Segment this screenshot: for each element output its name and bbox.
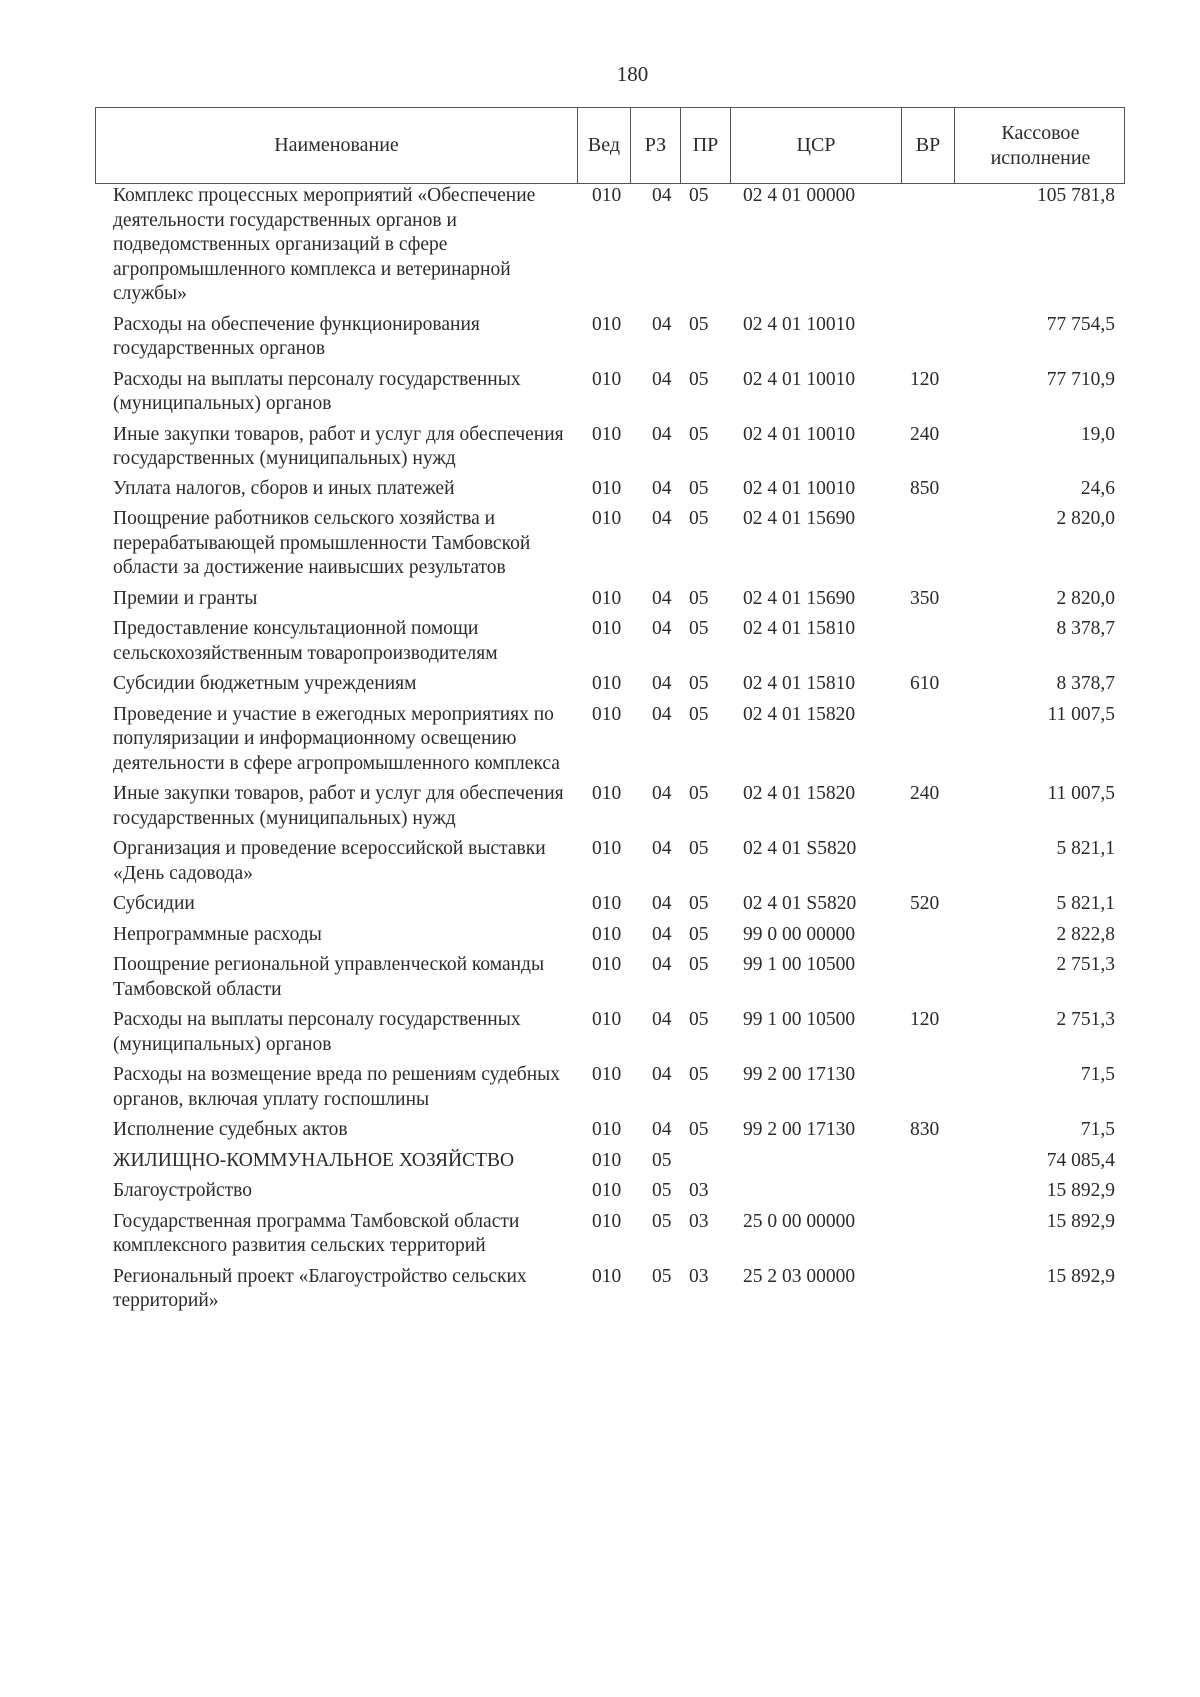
table-row — [95, 892, 1125, 917]
cell-ved: 010 — [592, 838, 622, 859]
header-vr: ВР — [902, 108, 955, 183]
cell-name: Иные закупки товаров, работ и услуг для обеспечения государственных (муниципальных) нужд — [113, 783, 564, 829]
cell-name: Расходы на выплаты персоналу государственных (муниципальных) органов — [113, 368, 521, 414]
cell-rz: 04 — [652, 368, 672, 390]
cell-rz: 04 — [652, 618, 672, 639]
table-row — [95, 1149, 1125, 1174]
cell-sum: 5 821,1 — [1056, 893, 1115, 914]
cell-pr: 03 — [689, 1265, 709, 1287]
cell-pr: 05 — [689, 1119, 709, 1140]
cell-sum: 11 007,5 — [1047, 703, 1115, 725]
table-row — [95, 1179, 1125, 1204]
cell-csr: 02 4 01 15690 — [743, 508, 856, 529]
cell-rz: 04 — [652, 313, 672, 335]
cell-csr: 99 0 00 00000 — [743, 923, 856, 945]
cell-sum: 74 085,4 — [1046, 1149, 1115, 1171]
cell-name: ЖИЛИЩНО-КОММУНАЛЬНОЕ ХОЗЯЙСТВО — [113, 1149, 515, 1171]
cell-csr: 02 4 01 10010 — [743, 313, 856, 335]
cell-rz: 05 — [652, 1180, 672, 1201]
cell-rz: 04 — [652, 477, 672, 499]
header-ved: Вед — [578, 108, 631, 183]
cell-ved: 010 — [592, 618, 622, 639]
cell-sum: 2 820,0 — [1056, 587, 1115, 609]
cell-sum: 19,0 — [1080, 423, 1115, 445]
cell-name: Исполнение судебных актов — [113, 1119, 348, 1140]
header-sum: Кассовое исполнение — [990, 121, 1091, 169]
cell-sum: 15 892,9 — [1046, 1210, 1115, 1232]
cell-sum: 71,5 — [1080, 1119, 1115, 1140]
cell-name: Поощрение региональной управленческой команды Тамбовской области — [113, 954, 545, 1000]
table-row — [95, 507, 1125, 581]
cell-ved: 010 — [592, 185, 622, 206]
cell-name: Благоустройство — [113, 1180, 252, 1201]
cell-rz: 04 — [652, 587, 672, 609]
cell-pr: 05 — [689, 313, 709, 335]
cell-vr: 120 — [910, 368, 940, 390]
header-csr: ЦСР — [731, 108, 902, 183]
cell-ved: 010 — [592, 923, 622, 945]
cell-csr: 02 4 01 15690 — [743, 587, 856, 609]
cell-rz: 04 — [652, 893, 672, 914]
cell-name: Поощрение работников сельского хозяйства и перерабатывающей промышленности Тамбовской области за достижение наивысших результатов — [113, 508, 531, 578]
cell-sum: 8 378,7 — [1056, 618, 1115, 639]
cell-rz: 05 — [652, 1265, 672, 1287]
cell-rz: 04 — [652, 185, 672, 206]
header-name: Наименование — [96, 108, 578, 183]
table-row — [95, 782, 1125, 831]
cell-sum: 8 378,7 — [1056, 673, 1115, 694]
cell-csr: 02 4 01 10010 — [743, 368, 856, 390]
cell-ved: 010 — [592, 893, 622, 914]
table-row — [95, 368, 1125, 417]
cell-ved: 010 — [592, 1009, 622, 1030]
cell-vr: 120 — [910, 1009, 940, 1030]
cell-rz: 04 — [652, 703, 672, 725]
table-row — [95, 672, 1125, 697]
table-row — [95, 1063, 1125, 1112]
cell-ved: 010 — [592, 954, 622, 975]
cell-name: Проведение и участие в ежегодных мероприятиях по популяризации и информационному освещению деятельности в сфере агропромышленного комплекса — [113, 703, 560, 774]
cell-pr: 05 — [689, 185, 709, 206]
cell-sum: 5 821,1 — [1056, 838, 1115, 859]
cell-rz: 04 — [652, 1119, 672, 1140]
cell-pr: 05 — [689, 954, 709, 975]
cell-name: Предоставление консультационной помощи сельскохозяйственным товаропроизводителям — [113, 618, 498, 664]
cell-ved: 010 — [592, 1180, 622, 1201]
cell-pr: 05 — [689, 1009, 709, 1030]
cell-name: Расходы на возмещение вреда по решениям судебных органов, включая уплату госпошлины — [113, 1064, 560, 1110]
cell-name: Расходы на обеспечение функционирования государственных органов — [113, 313, 480, 359]
cell-csr: 25 2 03 00000 — [743, 1265, 856, 1287]
cell-csr: 99 1 00 10500 — [743, 1009, 856, 1030]
cell-ved: 010 — [592, 1210, 622, 1232]
cell-sum: 105 781,8 — [1037, 185, 1115, 206]
cell-name: Государственная программа Тамбовской области комплексного развития сельских территорий — [113, 1210, 520, 1256]
cell-csr: 99 2 00 17130 — [743, 1119, 856, 1140]
cell-sum: 77 754,5 — [1046, 313, 1115, 335]
cell-pr: 05 — [689, 838, 709, 859]
header-rz: РЗ — [631, 108, 681, 183]
table-row — [95, 1210, 1125, 1259]
cell-rz: 04 — [652, 423, 672, 445]
cell-rz: 04 — [652, 1064, 672, 1085]
cell-vr: 850 — [910, 477, 940, 499]
cell-csr: 02 4 01 10010 — [743, 477, 856, 499]
cell-ved: 010 — [592, 1064, 622, 1085]
cell-csr: 02 4 01 15820 — [743, 783, 856, 804]
cell-sum: 2 751,3 — [1056, 954, 1115, 975]
cell-csr: 02 4 01 15810 — [743, 618, 856, 639]
cell-rz: 05 — [652, 1210, 672, 1232]
cell-ved: 010 — [592, 783, 622, 804]
cell-vr: 350 — [910, 587, 940, 609]
cell-name: Расходы на выплаты персоналу государственных (муниципальных) органов — [113, 1009, 521, 1055]
cell-sum: 2 822,8 — [1056, 923, 1115, 945]
cell-name: Субсидии — [113, 893, 195, 914]
table-row — [95, 477, 1125, 502]
cell-pr: 05 — [689, 703, 709, 725]
cell-pr: 05 — [689, 893, 709, 914]
table-row — [95, 953, 1125, 1002]
cell-csr: 99 1 00 10500 — [743, 954, 856, 975]
cell-sum: 77 710,9 — [1046, 368, 1115, 390]
cell-sum: 2 820,0 — [1056, 508, 1115, 529]
cell-pr: 03 — [689, 1180, 709, 1201]
cell-sum: 11 007,5 — [1047, 783, 1115, 804]
table-body — [95, 184, 1125, 1314]
table-header — [95, 107, 1125, 184]
cell-pr: 05 — [689, 587, 709, 609]
cell-pr: 05 — [689, 368, 709, 390]
cell-name: Непрограммные расходы — [113, 923, 322, 945]
cell-ved: 010 — [592, 1119, 622, 1140]
table-row — [95, 587, 1125, 612]
table-row — [95, 1008, 1125, 1057]
cell-name: Уплата налогов, сборов и иных платежей — [113, 477, 455, 499]
cell-csr: 02 4 01 S5820 — [743, 893, 857, 914]
cell-rz: 04 — [652, 783, 672, 804]
budget-table — [95, 107, 1125, 1311]
table-row — [95, 313, 1125, 362]
cell-pr: 05 — [689, 477, 709, 499]
cell-pr: 05 — [689, 1064, 709, 1085]
cell-name: Субсидии бюджетным учреждениям — [113, 673, 417, 694]
cell-ved: 010 — [592, 673, 622, 694]
table-row — [95, 837, 1125, 886]
cell-csr: 02 4 01 10010 — [743, 423, 856, 445]
cell-vr: 240 — [910, 423, 940, 445]
cell-csr: 02 4 01 00000 — [743, 185, 856, 206]
table-row — [95, 423, 1125, 472]
cell-csr: 99 2 00 17130 — [743, 1064, 856, 1085]
table-row — [95, 703, 1125, 777]
cell-csr: 02 4 01 15820 — [743, 703, 856, 725]
table-row — [95, 184, 1125, 307]
table-row — [95, 617, 1125, 666]
cell-name: Организация и проведение всероссийской выставки «День садовода» — [113, 838, 546, 884]
cell-pr: 05 — [689, 673, 709, 694]
cell-rz: 04 — [652, 1009, 672, 1030]
cell-ved: 010 — [592, 477, 622, 499]
cell-name: Премии и гранты — [113, 587, 258, 609]
cell-csr: 02 4 01 15810 — [743, 673, 856, 694]
cell-rz: 04 — [652, 954, 672, 975]
cell-sum: 71,5 — [1080, 1064, 1115, 1085]
cell-rz: 04 — [652, 838, 672, 859]
cell-ved: 010 — [592, 508, 622, 529]
cell-rz: 04 — [652, 508, 672, 529]
cell-csr: 02 4 01 S5820 — [743, 838, 857, 859]
cell-ved: 010 — [592, 313, 622, 335]
cell-name: Региональный проект «Благоустройство сельских территорий» — [113, 1265, 527, 1311]
cell-sum: 15 892,9 — [1046, 1180, 1115, 1201]
cell-rz: 04 — [652, 673, 672, 694]
page-number: 180 — [616, 62, 649, 86]
cell-rz: 05 — [652, 1149, 672, 1171]
cell-pr: 05 — [689, 618, 709, 639]
cell-sum: 15 892,9 — [1046, 1265, 1115, 1287]
cell-name: Иные закупки товаров, работ и услуг для обеспечения государственных (муниципальных) нужд — [113, 423, 564, 469]
cell-pr: 05 — [689, 423, 709, 445]
cell-vr: 520 — [910, 893, 940, 914]
cell-vr: 830 — [910, 1119, 940, 1140]
cell-pr: 03 — [689, 1210, 709, 1232]
cell-pr: 05 — [689, 508, 709, 529]
table-row — [95, 923, 1125, 948]
cell-vr: 240 — [910, 783, 940, 804]
cell-pr: 05 — [689, 923, 709, 945]
header-pr: ПР — [681, 108, 731, 183]
cell-ved: 010 — [592, 587, 622, 609]
cell-ved: 010 — [592, 703, 622, 725]
table-row — [95, 1118, 1125, 1143]
cell-rz: 04 — [652, 923, 672, 945]
cell-ved: 010 — [592, 1265, 622, 1287]
cell-sum: 2 751,3 — [1056, 1009, 1115, 1030]
cell-vr: 610 — [910, 673, 940, 694]
cell-name: Комплекс процессных мероприятий «Обеспечение деятельности государственных органов и подведомственных организаций в сфере агропромышленного комплекса и ветеринарной службы» — [113, 185, 536, 304]
cell-ved: 010 — [592, 368, 622, 390]
cell-pr: 05 — [689, 783, 709, 804]
table-row — [95, 1265, 1125, 1314]
cell-sum: 24,6 — [1080, 477, 1115, 499]
cell-csr: 25 0 00 00000 — [743, 1210, 856, 1232]
cell-ved: 010 — [592, 1149, 622, 1171]
cell-ved: 010 — [592, 423, 622, 445]
